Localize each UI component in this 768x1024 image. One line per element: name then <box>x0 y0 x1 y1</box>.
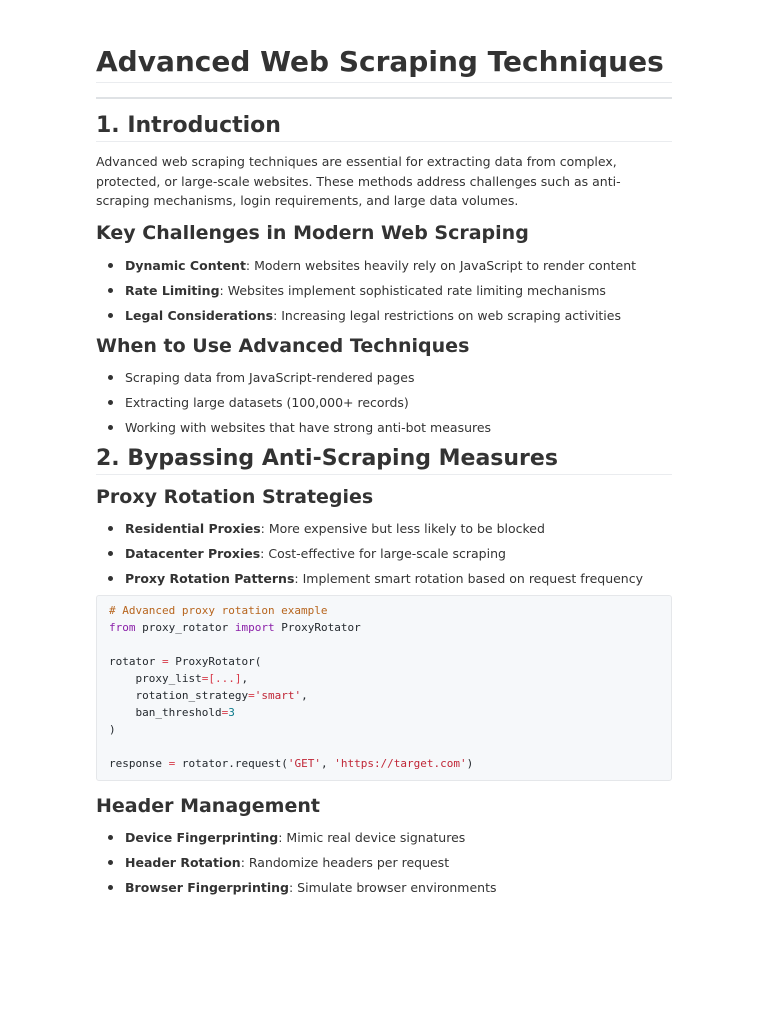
list-item <box>125 854 672 871</box>
document-page <box>96 0 672 896</box>
proxy-rotation-list <box>96 520 672 587</box>
code-string: 'smart' <box>254 688 302 702</box>
code-text: , <box>301 688 308 702</box>
code-text: ) <box>109 722 116 736</box>
list-item-term: Dynamic Content <box>125 257 246 273</box>
list-item-desc: : Simulate browser environments <box>288 879 497 895</box>
list-item <box>125 570 672 587</box>
section-heading-introduction: 1. Introduction <box>96 111 672 142</box>
list-item-desc: : Websites implement sophisticated rate limiting mechanisms <box>219 282 606 298</box>
subheading-when-to-use: When to Use Advanced Techniques <box>96 334 470 357</box>
code-text: ) <box>466 756 474 770</box>
code-text: rotation_strategy <box>109 688 249 702</box>
list-item: Extracting large datasets (100,000+ records) <box>125 394 672 411</box>
list-item <box>125 545 672 562</box>
code-operator: = <box>168 756 176 770</box>
code-string: 'https://target.com' <box>334 756 467 770</box>
list-item <box>125 257 672 274</box>
code-number: 3 <box>228 705 235 719</box>
code-text: rotator.request( <box>175 756 288 770</box>
code-text: proxy_rotator <box>135 620 235 634</box>
header-management-list <box>96 829 672 896</box>
list-item-desc: : Mimic real device signatures <box>278 829 466 845</box>
list-item-term: Rate Limiting <box>125 282 220 298</box>
subheading-header-management: Header Management <box>96 794 320 817</box>
code-text: proxy_list <box>109 671 202 685</box>
code-operator: = <box>248 688 255 702</box>
code-comment: # Advanced proxy rotation example <box>109 603 328 617</box>
list-item-desc: : Cost-effective for large-scale scraping <box>260 545 506 561</box>
list-item-term: Browser Fingerprinting <box>125 879 289 895</box>
list-item-desc: : Implement smart rotation based on request frequency <box>294 570 644 586</box>
list-item-desc: : Randomize headers per request <box>240 854 450 870</box>
list-item-term: Header Rotation <box>125 854 241 870</box>
list-item-desc: : Modern websites heavily rely on JavaScript to render content <box>245 257 637 273</box>
code-text: , <box>241 671 249 685</box>
page-title: Advanced Web Scraping Techniques <box>96 44 672 83</box>
list-item-desc: : More expensive but less likely to be blocked <box>260 520 545 536</box>
list-item-term: Legal Considerations <box>125 307 274 323</box>
list-item <box>125 520 672 537</box>
code-operator: = <box>161 654 169 668</box>
code-string: 'GET' <box>287 756 321 770</box>
list-item <box>125 829 672 846</box>
code-text: ban_threshold <box>109 705 222 719</box>
subheading-key-challenges: Key Challenges in Modern Web Scraping <box>96 221 529 244</box>
list-item-term: Datacenter Proxies <box>125 545 261 561</box>
list-item <box>125 879 672 896</box>
list-item <box>125 282 672 299</box>
list-item-term: Device Fingerprinting <box>125 829 279 845</box>
intro-paragraph: Advanced web scraping techniques are essential for extracting data from complex, protected, or large-scale websites. These methods address challenges such as anti-scraping mechanisms, login requirements, and large data volumes. <box>96 154 621 208</box>
list-item <box>125 307 672 324</box>
list-item-term: Proxy Rotation Patterns <box>125 570 295 586</box>
code-text: ProxyRotator <box>274 620 361 634</box>
code-operator: = <box>201 671 209 685</box>
list-item-desc: : Increasing legal restrictions on web scraping activities <box>273 307 621 323</box>
when-to-use-list <box>96 369 672 436</box>
code-text: response <box>109 756 169 770</box>
code-keyword: from <box>109 620 136 634</box>
section-heading-bypassing: 2. Bypassing Anti-Scraping Measures <box>96 444 672 475</box>
code-text: [...] <box>208 671 242 685</box>
code-keyword: import <box>234 620 275 634</box>
subheading-proxy-rotation: Proxy Rotation Strategies <box>96 485 374 508</box>
title-divider <box>96 97 672 99</box>
list-item-term: Residential Proxies <box>125 520 261 536</box>
code-operator: = <box>221 705 229 719</box>
code-block-proxy-example <box>96 595 672 781</box>
code-text: , <box>320 756 335 770</box>
key-challenges-list <box>96 257 672 324</box>
list-item: Working with websites that have strong anti-bot measures <box>125 419 672 436</box>
list-item: Scraping data from JavaScript-rendered pages <box>125 369 672 386</box>
code-text: ProxyRotator( <box>168 654 262 668</box>
code-text: rotator <box>109 654 162 668</box>
